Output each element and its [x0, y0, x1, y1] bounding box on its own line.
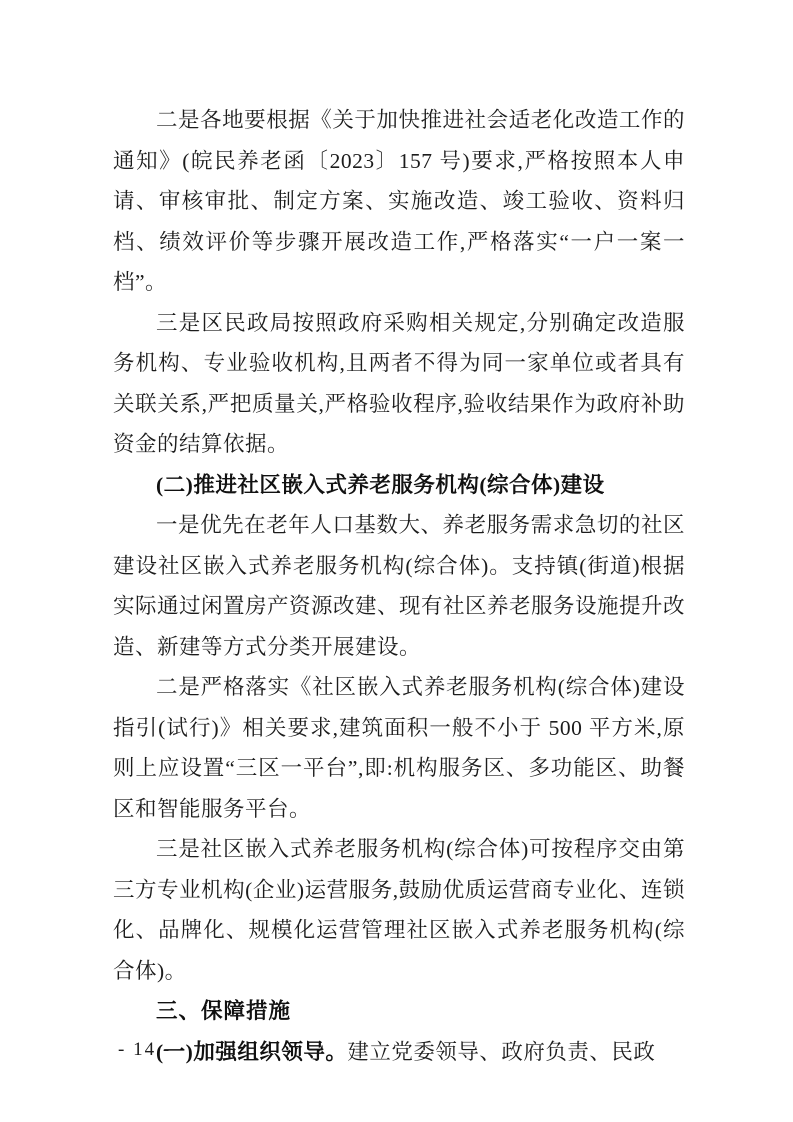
paragraph-third-party-operation: 三是社区嵌入式养老服务机构(综合体)可按程序交由第三方专业机构(企业)运营服务,鼓励优质运营商专业化、连锁化、品牌化、规模化运营管理社区嵌入式养老服务机构(综合体)。	[113, 837, 685, 983]
paragraph-strengthen-leadership	[113, 1032, 685, 1073]
paragraph-lead-strengthen-leadership: (一)加强组织领导。	[156, 1039, 348, 1064]
paragraph-government-procurement: 三是区民政局按照政府采购相关规定,分别确定改造服务机构、专业验收机构,且两者不得为同一家单位或者具有关联关系,严把质量关,严格验收程序,验收结果作为政府补助资金的结算依据。	[113, 310, 685, 456]
document-text-column	[113, 100, 685, 1072]
subsection-heading-community-embedded-facilities: (二)推进社区嵌入式养老服务机构(综合体)建设	[156, 472, 605, 497]
section-heading-safeguard-measures: 三、保障措施	[156, 999, 292, 1023]
page-number: - 14 -	[118, 1039, 172, 1060]
paragraph-construction-guidelines: 二是严格落实《社区嵌入式养老服务机构(综合体)建设指引(试行)》相关要求,建筑面积一般不小于 500 平方米,原则上应设置“三区一平台”,即:机构服务区、多功能区、助餐区和智能服务平台。	[113, 675, 685, 821]
paragraph-body-strengthen-leadership: 建立党委领导、政府负责、民政	[347, 1039, 656, 1064]
paragraph-priority-communities: 一是优先在老年人口基数大、养老服务需求急切的社区建设社区嵌入式养老服务机构(综合体)。支持镇(街道)根据实际通过闲置房产资源改建、现有社区养老服务设施提升改造、新建等方式分类开展建设。	[113, 513, 686, 659]
paragraph-adaptation-notice-requirements: 二是各地要根据《关于加快推进社会适老化改造工作的通知》(皖民养老函〔2023〕157 号)要求,严格按照本人申请、审核审批、制定方案、实施改造、竣工验收、资料归档、绩效评价等步骤开展改造工作,严格落实“一户一案一档”。	[113, 108, 685, 294]
